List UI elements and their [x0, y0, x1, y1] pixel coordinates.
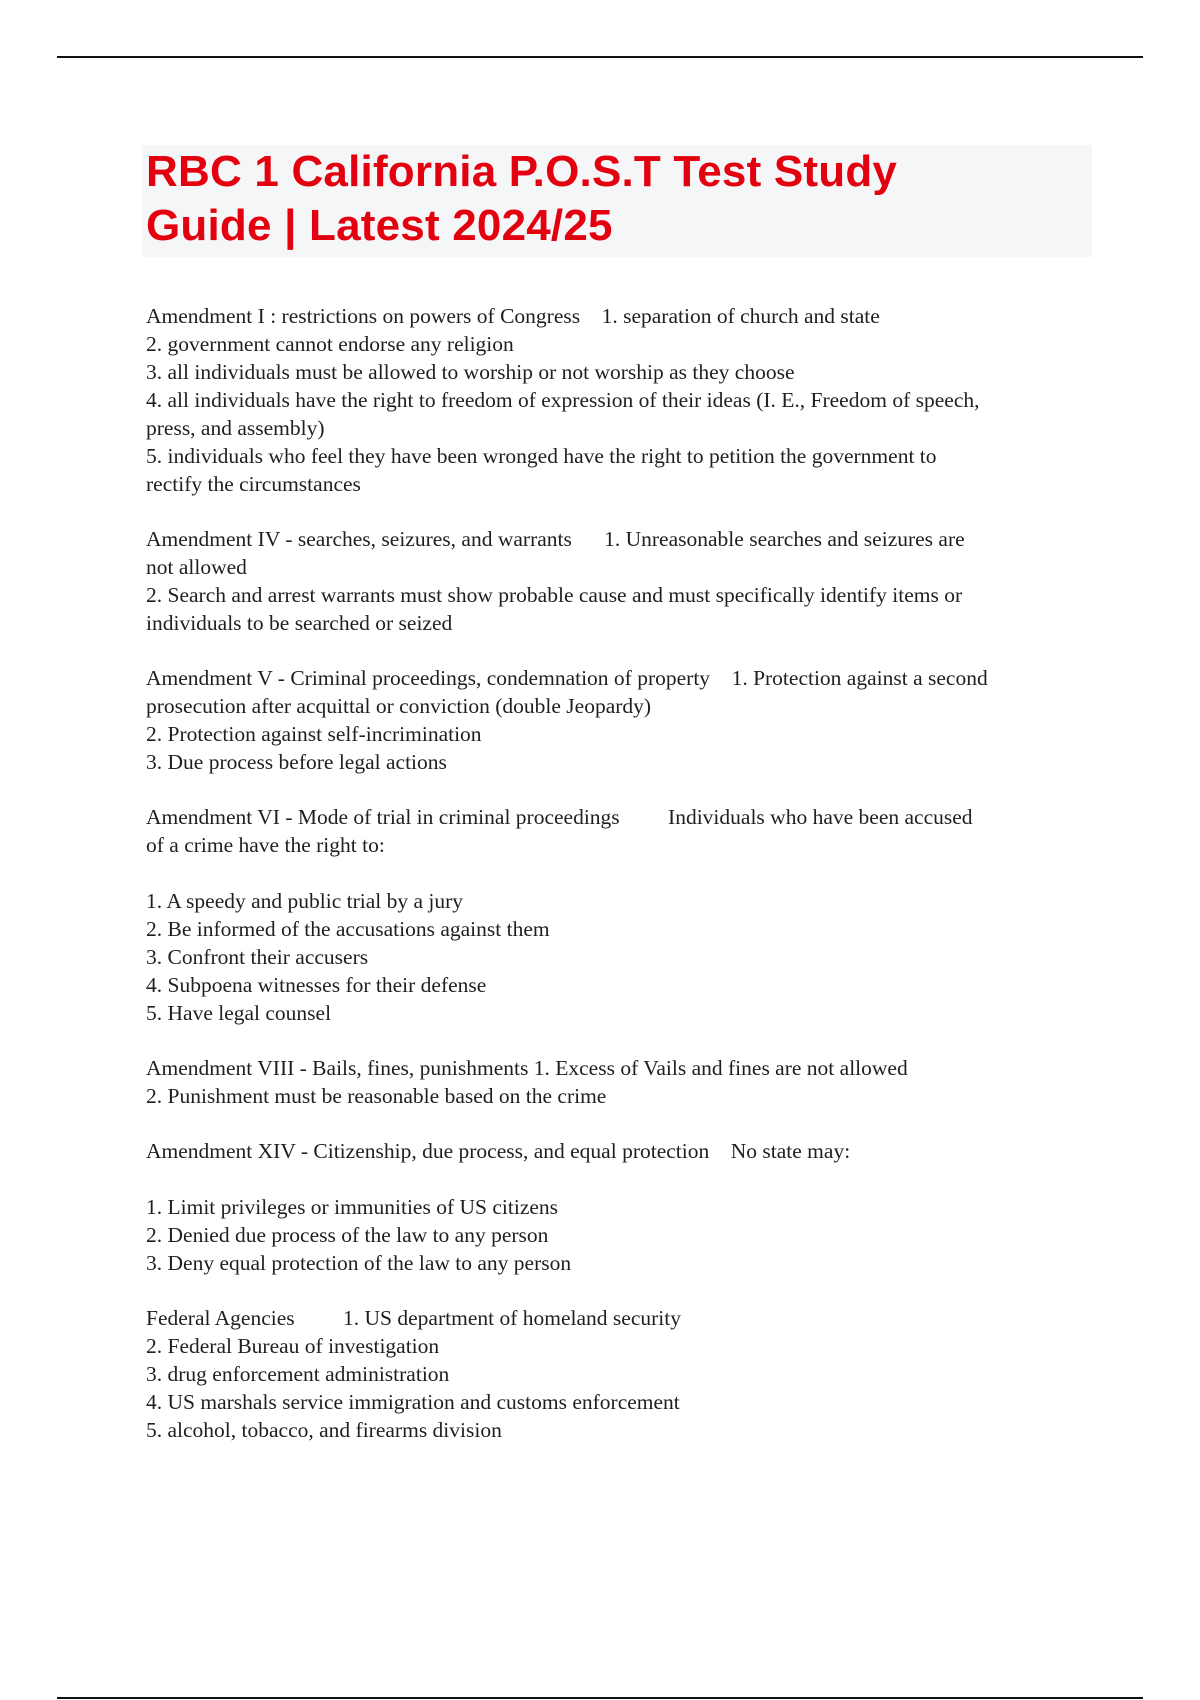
flashcard-definition-line: 1. Unreasonable searches and seizures are — [604, 527, 965, 551]
flashcard-definition-line: not allowed — [146, 555, 247, 579]
flashcard-first-line — [146, 1137, 1096, 1165]
flashcard-definition-line: 2. Search and arrest warrants must show probable cause and must specifically identify items or — [146, 583, 963, 607]
flashcard-definition-line: 5. alcohol, tobacco, and firearms division — [146, 1418, 502, 1442]
flashcard-definition-line: 2. Punishment must be reasonable based on the crime — [146, 1084, 607, 1108]
flashcard-definition-line: 2. Federal Bureau of investigation — [146, 1334, 440, 1358]
flashcard-term: Federal Agencies — [146, 1306, 295, 1330]
flashcard-first-line — [146, 803, 1096, 831]
blank-line — [146, 1165, 1096, 1193]
flashcard-first-line — [146, 664, 1096, 692]
flashcard-definition-line: 3. Due process before legal actions — [146, 750, 447, 774]
blank-line — [146, 859, 1096, 887]
flashcard — [146, 664, 1096, 776]
flashcard-definition-line: 3. drug enforcement administration — [146, 1362, 450, 1386]
flashcard-definition-line: 1. US department of homeland security — [343, 1306, 681, 1330]
flashcard — [146, 1054, 1096, 1110]
flashcard-definition-line: rectify the circumstances — [146, 472, 361, 496]
title-line: Guide | Latest 2024/25 — [146, 201, 613, 250]
flashcard-definition-line: 4. Subpoena witnesses for their defense — [146, 973, 487, 997]
flashcard-list — [146, 302, 1096, 1471]
flashcard-definition-line: No state may: — [730, 1139, 851, 1163]
flashcard-definition-line: 5. Have legal counsel — [146, 1001, 332, 1025]
flashcard-definition-line: 3. Deny equal protection of the law to any person — [146, 1251, 572, 1275]
flashcard-definition-line: 4. US marshals service immigration and customs enforcement — [146, 1390, 680, 1414]
flashcard-definition-line: 3. all individuals must be allowed to worship or not worship as they choose — [146, 360, 795, 384]
flashcard-definition-line: 2. Protection against self-incrimination — [146, 722, 482, 746]
flashcard-definition-line: 1. Excess of Vails and fines are not allowed — [533, 1056, 908, 1080]
flashcard-first-line — [146, 302, 1096, 330]
title-line: RBC 1 California P.O.S.T Test Study — [146, 147, 898, 196]
flashcard-first-line — [146, 1304, 1096, 1332]
flashcard-definition-line: 1. Limit privileges or immunities of US citizens — [146, 1195, 559, 1219]
flashcard-definition-line: 2. government cannot endorse any religion — [146, 332, 514, 356]
top-divider — [57, 56, 1143, 58]
document-title — [146, 145, 1088, 253]
flashcard-definition-line: 3. Confront their accusers — [146, 945, 369, 969]
flashcard — [146, 1304, 1096, 1444]
title-banner — [142, 145, 1092, 257]
flashcard-definition-line: 4. all individuals have the right to freedom of expression of their ideas (I. E., Freedom of speech, — [146, 388, 980, 412]
flashcard-definition-line: prosecution after acquittal or conviction (double Jeopardy) — [146, 694, 652, 718]
flashcard-definition-line: Individuals who have been accused — [668, 805, 973, 829]
flashcard-first-line — [146, 525, 1096, 553]
flashcard-definition-line: of a crime have the right to: — [146, 833, 385, 857]
flashcard-definition-line: 1. A speedy and public trial by a jury — [146, 889, 464, 913]
flashcard-term: Amendment IV - searches, seizures, and warrants — [146, 527, 572, 551]
flashcard-first-line — [146, 1054, 1096, 1082]
flashcard-definition-line: 2. Be informed of the accusations against them — [146, 917, 550, 941]
flashcard-term: Amendment I : restrictions on powers of Congress — [146, 304, 581, 328]
flashcard-definition-line: 1. separation of church and state — [601, 304, 880, 328]
flashcard-term: Amendment VI - Mode of trial in criminal proceedings — [146, 805, 620, 829]
flashcard-term: Amendment V - Criminal proceedings, condemnation of property — [146, 666, 711, 690]
flashcard-definition-line: press, and assembly) — [146, 416, 325, 440]
flashcard-term: Amendment XIV - Citizenship, due process, and equal protection — [146, 1139, 710, 1163]
flashcard-definition-line: 2. Denied due process of the law to any person — [146, 1223, 549, 1247]
flashcard — [146, 525, 1096, 637]
flashcard-definition-line: individuals to be searched or seized — [146, 611, 453, 635]
flashcard-definition-line: 1. Protection against a second — [731, 666, 988, 690]
bottom-divider — [57, 1697, 1143, 1699]
flashcard — [146, 302, 1096, 498]
flashcard-term: Amendment VIII - Bails, fines, punishments — [146, 1056, 529, 1080]
flashcard — [146, 803, 1096, 1027]
flashcard-definition-line: 5. individuals who feel they have been wronged have the right to petition the government to — [146, 444, 937, 468]
flashcard — [146, 1137, 1096, 1277]
